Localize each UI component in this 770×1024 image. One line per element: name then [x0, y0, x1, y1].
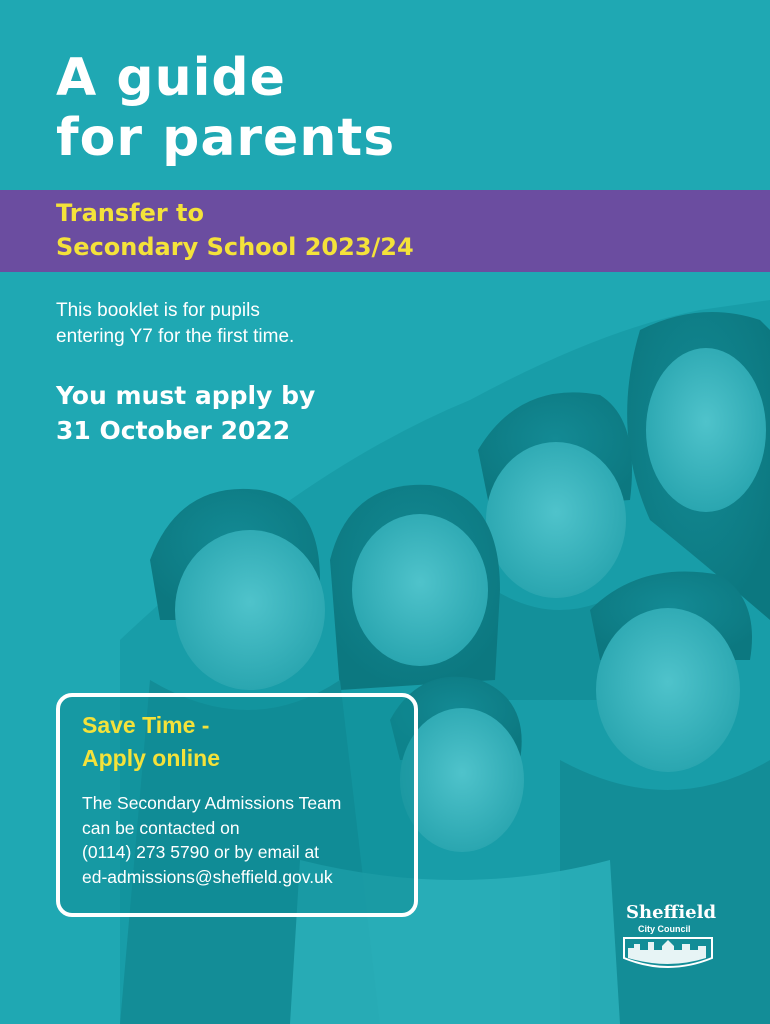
phone-number: (0114) 273 5790 or by email at — [82, 842, 320, 862]
deadline-line: You must apply by — [56, 381, 316, 410]
sheffield-council-logo — [620, 900, 720, 990]
info-body-line: The Secondary Admissions Team — [82, 793, 342, 813]
logo-subtitle: City Council — [638, 924, 691, 934]
info-heading — [82, 709, 220, 775]
logo-wordmark: Sheffield — [626, 902, 717, 923]
intro-line: entering Y7 for the first time. — [56, 326, 295, 347]
deadline-text — [56, 378, 376, 448]
cover-title — [56, 48, 395, 168]
subtitle-line: Transfer to — [56, 199, 205, 227]
city-skyline-icon — [620, 936, 716, 972]
email-address[interactable]: ed-admissions@sheffield.gov.uk — [82, 866, 333, 887]
contact-info-box — [56, 693, 418, 917]
deadline-line: 31 October 2022 — [56, 416, 291, 445]
cover-subtitle — [56, 196, 414, 264]
info-heading-line: Apply online — [82, 745, 220, 771]
intro-text — [56, 298, 396, 350]
title-line: A guide — [56, 48, 286, 108]
title-line: for parents — [56, 108, 396, 168]
info-body — [82, 791, 412, 889]
info-heading-line: Save Time - — [82, 712, 210, 738]
subtitle-line: Secondary School 2023/24 — [56, 233, 414, 261]
intro-line: This booklet is for pupils — [56, 300, 260, 321]
info-body-line: can be contacted on — [82, 817, 240, 838]
